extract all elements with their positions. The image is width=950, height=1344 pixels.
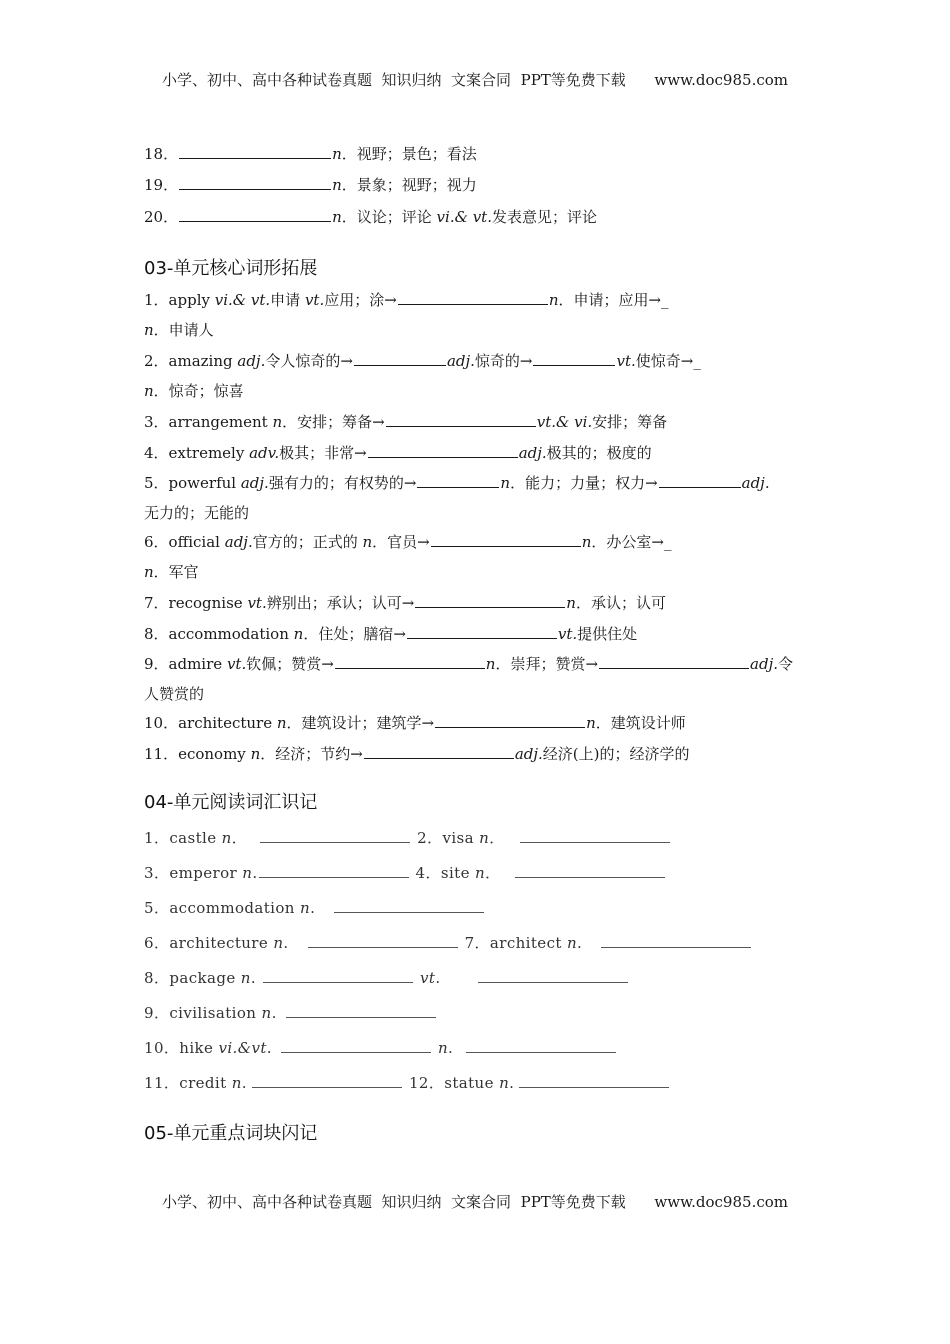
word-form-item-6-cont: n．军官: [144, 563, 199, 581]
answer-blank[interactable]: [334, 898, 484, 913]
answer-blank[interactable]: [466, 1038, 616, 1053]
answer-blank[interactable]: [252, 1073, 402, 1088]
item-18: 18． n．视野；景色；看法: [144, 145, 477, 163]
answer-blank[interactable]: [599, 654, 749, 669]
word-form-item-2-cont: n．惊奇；惊喜: [144, 382, 244, 400]
word-form-item-2: 2．amazing adj.令人惊奇的→ adj.惊奇的→ vt.使惊奇→_: [144, 352, 701, 370]
answer-blank[interactable]: [515, 863, 665, 878]
answer-blank[interactable]: [260, 828, 410, 843]
answer-blank[interactable]: [659, 473, 741, 488]
answer-blank[interactable]: [407, 624, 557, 639]
word-form-item-3: 3．arrangement n．安排；筹备→ vt.& vi.安排；筹备: [144, 413, 668, 431]
answer-blank[interactable]: [179, 144, 331, 159]
word-form-item-11: 11．economy n．经济；节约→ adj.经济(上)的；经济学的: [144, 745, 690, 763]
answer-blank[interactable]: [354, 351, 446, 366]
word-form-item-9-cont: 人赞赏的: [144, 685, 205, 703]
word-form-item-10: 10．architecture n．建筑设计；建筑学→ n．建筑设计师: [144, 714, 686, 732]
vocab-row-7: 10．hike vi.&vt. n.: [144, 1038, 617, 1058]
answer-blank[interactable]: [415, 593, 565, 608]
answer-blank[interactable]: [386, 412, 536, 427]
section-title-05: 05-单元重点词块闪记: [144, 1123, 318, 1144]
answer-blank[interactable]: [478, 968, 628, 983]
answer-blank[interactable]: [308, 933, 458, 948]
section-title-04: 04-单元阅读词汇识记: [144, 792, 318, 813]
word-form-item-1-cont: n．申请人: [144, 321, 214, 339]
answer-blank[interactable]: [519, 1073, 669, 1088]
answer-blank[interactable]: [533, 351, 615, 366]
vocab-row-8: 11．credit n. 12．statue n.: [144, 1073, 670, 1093]
answer-blank[interactable]: [368, 443, 518, 458]
answer-blank[interactable]: [417, 473, 499, 488]
word-form-item-5-cont: 无力的；无能的: [144, 504, 250, 522]
vocab-row-2: 3．emperor n. 4．site n．: [144, 863, 666, 883]
answer-blank[interactable]: [398, 290, 548, 305]
word-form-item-9: 9．admire vt.钦佩；赞赏→ n．崇拜；赞赏→ adj.令: [144, 655, 794, 673]
answer-blank[interactable]: [431, 532, 581, 547]
answer-blank[interactable]: [179, 175, 331, 190]
word-form-item-6: 6．official adj.官方的；正式的 n．官员→ n．办公室→_: [144, 533, 672, 551]
section-title-03: 03-单元核心词形拓展: [144, 258, 318, 279]
vocab-row-6: 9．civilisation n.: [144, 1003, 437, 1023]
word-form-item-5: 5．powerful adj.强有力的；有权势的→ n．能力；力量；权力→ adj.: [144, 474, 770, 492]
word-form-item-8: 8．accommodation n．住处；膳宿→ vt.提供住处: [144, 625, 638, 643]
answer-blank[interactable]: [263, 968, 413, 983]
answer-blank[interactable]: [364, 744, 514, 759]
word-form-item-1: 1．apply vi.& vt.申请 vt.应用；涂→ n．申请；应用→_: [144, 291, 669, 309]
answer-blank[interactable]: [520, 828, 670, 843]
answer-blank[interactable]: [281, 1038, 431, 1053]
page-header: 小学、初中、高中各种试卷真题 知识归纳 文案合同 PPT等免费下载 www.doc985.com: [161, 71, 788, 89]
vocab-row-3: 5．accommodation n.: [144, 898, 485, 918]
vocab-row-4: 6．architecture n. 7．architect n.: [144, 933, 752, 953]
item-20: 20． n．议论；评论 vi.& vt.发表意见；评论: [144, 208, 597, 226]
answer-blank[interactable]: [601, 933, 751, 948]
word-form-item-7: 7．recognise vt.辨别出；承认；认可→ n．承认；认可: [144, 594, 666, 612]
word-form-item-4: 4．extremely adv.极其；非常→ adj.极其的；极度的: [144, 444, 652, 462]
answer-blank[interactable]: [335, 654, 485, 669]
answer-blank[interactable]: [286, 1003, 436, 1018]
page-footer: 小学、初中、高中各种试卷真题 知识归纳 文案合同 PPT等免费下载 www.doc985.com: [161, 1193, 788, 1211]
answer-blank[interactable]: [435, 713, 585, 728]
answer-blank[interactable]: [259, 863, 409, 878]
vocab-row-5: 8．package n. vt.: [144, 968, 629, 988]
item-19: 19． n．景象；视野；视力: [144, 176, 477, 194]
answer-blank[interactable]: [179, 207, 331, 222]
vocab-row-1: 1．castle n． 2．visa n．: [144, 828, 671, 848]
